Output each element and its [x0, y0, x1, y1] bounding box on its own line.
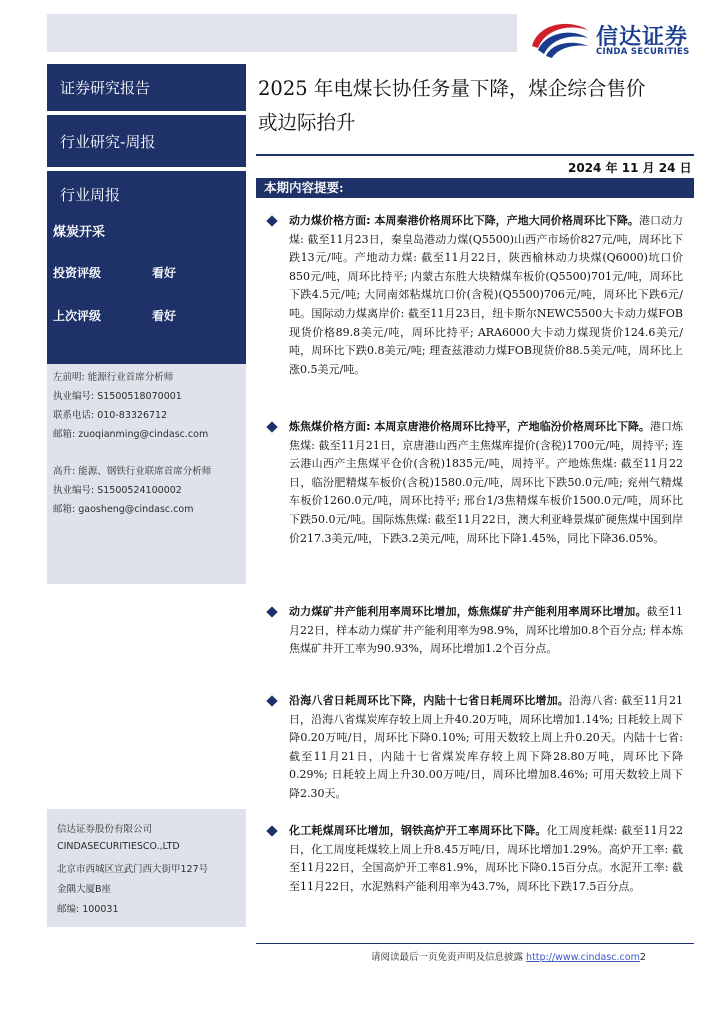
section-text: [289, 692, 683, 804]
analyst-panel: [47, 364, 246, 584]
report-title: [258, 72, 698, 140]
section-heading: 动力煤矿井产能利用率周环比增加，炼焦煤矿井产能利用率周环比增加。: [289, 605, 647, 618]
analyst-phone: 联系电话: 010-83326712: [53, 410, 168, 421]
report-title-line: 或边际抬升: [258, 111, 356, 134]
company-name-en: CINDASECURITIESCO.,LTD: [57, 841, 180, 852]
section-text: [289, 822, 683, 896]
title-divider: [256, 154, 694, 156]
bullet-diamond-icon: [266, 606, 277, 617]
analyst-license: 执业编号: S1500518070001: [53, 391, 182, 402]
prev-rating-value: 看好: [152, 309, 177, 323]
analyst-email[interactable]: 邮箱: zuoqianming@cindasc.com: [53, 429, 209, 440]
report-date: 2024 年 11 月 24 日: [568, 161, 692, 175]
bullet-diamond-icon: [266, 421, 277, 432]
section-text: [289, 418, 683, 548]
company-address-line: 北京市西城区宣武门西大街甲127号: [57, 864, 209, 875]
sidebar: [47, 64, 246, 1004]
section-text: [289, 212, 683, 379]
bullet-diamond-icon: [266, 825, 277, 836]
footer: [371, 949, 646, 963]
company-logo: [528, 16, 718, 60]
bullet-diamond-icon: [266, 215, 277, 226]
report-type-label: 证券研究报告: [47, 64, 246, 111]
report-title-line: 2025 年电煤长协任务量下降，煤企综合售价: [258, 77, 646, 100]
logo-en-text: CINDA SECURITIES: [596, 47, 690, 57]
company-address-panel: [47, 809, 246, 927]
company-name-cn: 信达证券股份有限公司: [57, 824, 153, 835]
bullet-diamond-icon: [266, 695, 277, 706]
section-heading: 化工耗煤周环比增加，钢铁高炉开工率周环比下降。: [289, 824, 547, 837]
rating-value: 看好: [152, 266, 177, 280]
company-address-line: 金隅大厦B座: [57, 884, 112, 895]
analyst-email[interactable]: 邮箱: gaosheng@cindasc.com: [53, 504, 194, 515]
analyst-title: 左前明: 能源行业首席分析师: [53, 372, 174, 383]
section-body: 港口炼焦煤: 截至11月21日，京唐港山西产主焦煤库提价(含税)1700元/吨，周持平; 连云港山西产主焦煤平仓价(含税)1835元/吨，周持平。产地炼焦煤: 截至11月22日，临汾肥精煤车板价(含税)1580.0元/吨，周环比下跌50.0元/吨; 兖州气精煤车板价1260.0元/吨，周环比持平; 邢台1/3焦精煤车板价1500.0元/吨，周环比下跌50.0元/吨。国际炼焦煤: 截至11月22日，澳大利亚峰景煤矿硬焦煤中国到岸价217.3美元/吨，下跌3.2美元/吨，周环比下降1.45%，同比下降36.05%。: [289, 420, 683, 545]
header-band: [47, 14, 517, 52]
logo-cn-text: 信达证券: [596, 25, 689, 50]
section-body: 截至11月22日，样本动力煤矿井产能利用率为98.9%，周环比增加0.8个百分点; 样本炼焦煤矿井开工率为90.93%，周环比增加1.2个百分点。: [289, 605, 684, 656]
section-heading: 沿海八省日耗周环比下降，内陆十七省日耗周环比增加。: [289, 694, 569, 707]
prev-rating-label: 上次评级: [53, 309, 102, 323]
summary-header: 本期内容提要:: [256, 178, 694, 198]
section-body: 港口动力煤: 截至11月23日，秦皇岛港动力煤(Q5500)山西产市场价827元/吨，周环比下跌13元/吨。产地动力煤: 截至11月22日，陕西榆林动力块煤(Q6000)坑口价850元/吨，周环比持平; 内蒙古东胜大块精煤车板价(Q5500)701元/吨，周环比下跌4.5元/吨; 大同南郊粘煤坑口价(含税)(Q5500)706元/吨，周环比下跌6元/吨。国际动力煤离岸价: 截至11月23日，纽卡斯尔NEWC5500大卡动力煤FOB现货价格89.8美元/吨，周环比持平; ARA6000大卡动力煤现货价124.6美元/吨，周环比下跌0.8美元/吨; 理查兹港动力煤FOB现货价88.5美元/吨，周环比上涨0.5美元/吨。: [289, 214, 684, 376]
page-number: 2: [639, 952, 646, 963]
website-link[interactable]: http://www.cindasc.com: [526, 952, 640, 963]
industry-name: 煤炭开采: [53, 225, 106, 240]
rating-label: 投资评级: [53, 266, 102, 280]
logo-mark-icon: [528, 16, 592, 60]
report-kind-label: 行业周报: [47, 171, 246, 217]
section-body: 沿海八省: 截至11月21日，沿海八省煤炭库存较上周上升40.20万吨，周环比增加1.14%; 日耗较上周下降0.20万吨/日，周环比下降0.10%; 可用天数较上周上升0.20天。内陆十七省: 截至11月21日，内陆十七省煤炭库存较上周下降28.80万吨，周环比下降0.29%; 日耗较上周上升30.00万吨/日，周环比增加8.46%; 可用天数较上周下降2.30天。: [289, 694, 683, 800]
section-text: [289, 603, 683, 659]
company-postcode: 邮编: 100031: [57, 904, 119, 915]
footer-divider: [256, 943, 694, 944]
analyst-title: 高升: 能源、钢铁行业联席首席分析师: [53, 466, 212, 477]
research-type-label: 行业研究-周报: [47, 115, 246, 167]
disclaimer-note: 请阅读最后一页免责声明及信息披露: [371, 952, 524, 963]
section-heading: 动力煤价格方面: 本周秦港价格周环比下降，产地大同价格周环比下降。: [289, 214, 639, 227]
section-body: 化工周度耗煤: 截至11月22日，化工周度耗煤较上周上升8.45万吨/日，周环比增加1.29%。高炉开工率: 截至11月22日，全国高炉开工率81.9%，周环比下降0.15百分点。水泥开工率: 截至11月22日，水泥熟料产能利用率为43.7%，周环比下跌17.5百分点。: [289, 824, 684, 893]
section-heading: 炼焦煤价格方面: 本周京唐港价格周环比持平，产地临汾价格周环比下降。: [289, 420, 650, 433]
analyst-license: 执业编号: S1500524100002: [53, 485, 182, 496]
